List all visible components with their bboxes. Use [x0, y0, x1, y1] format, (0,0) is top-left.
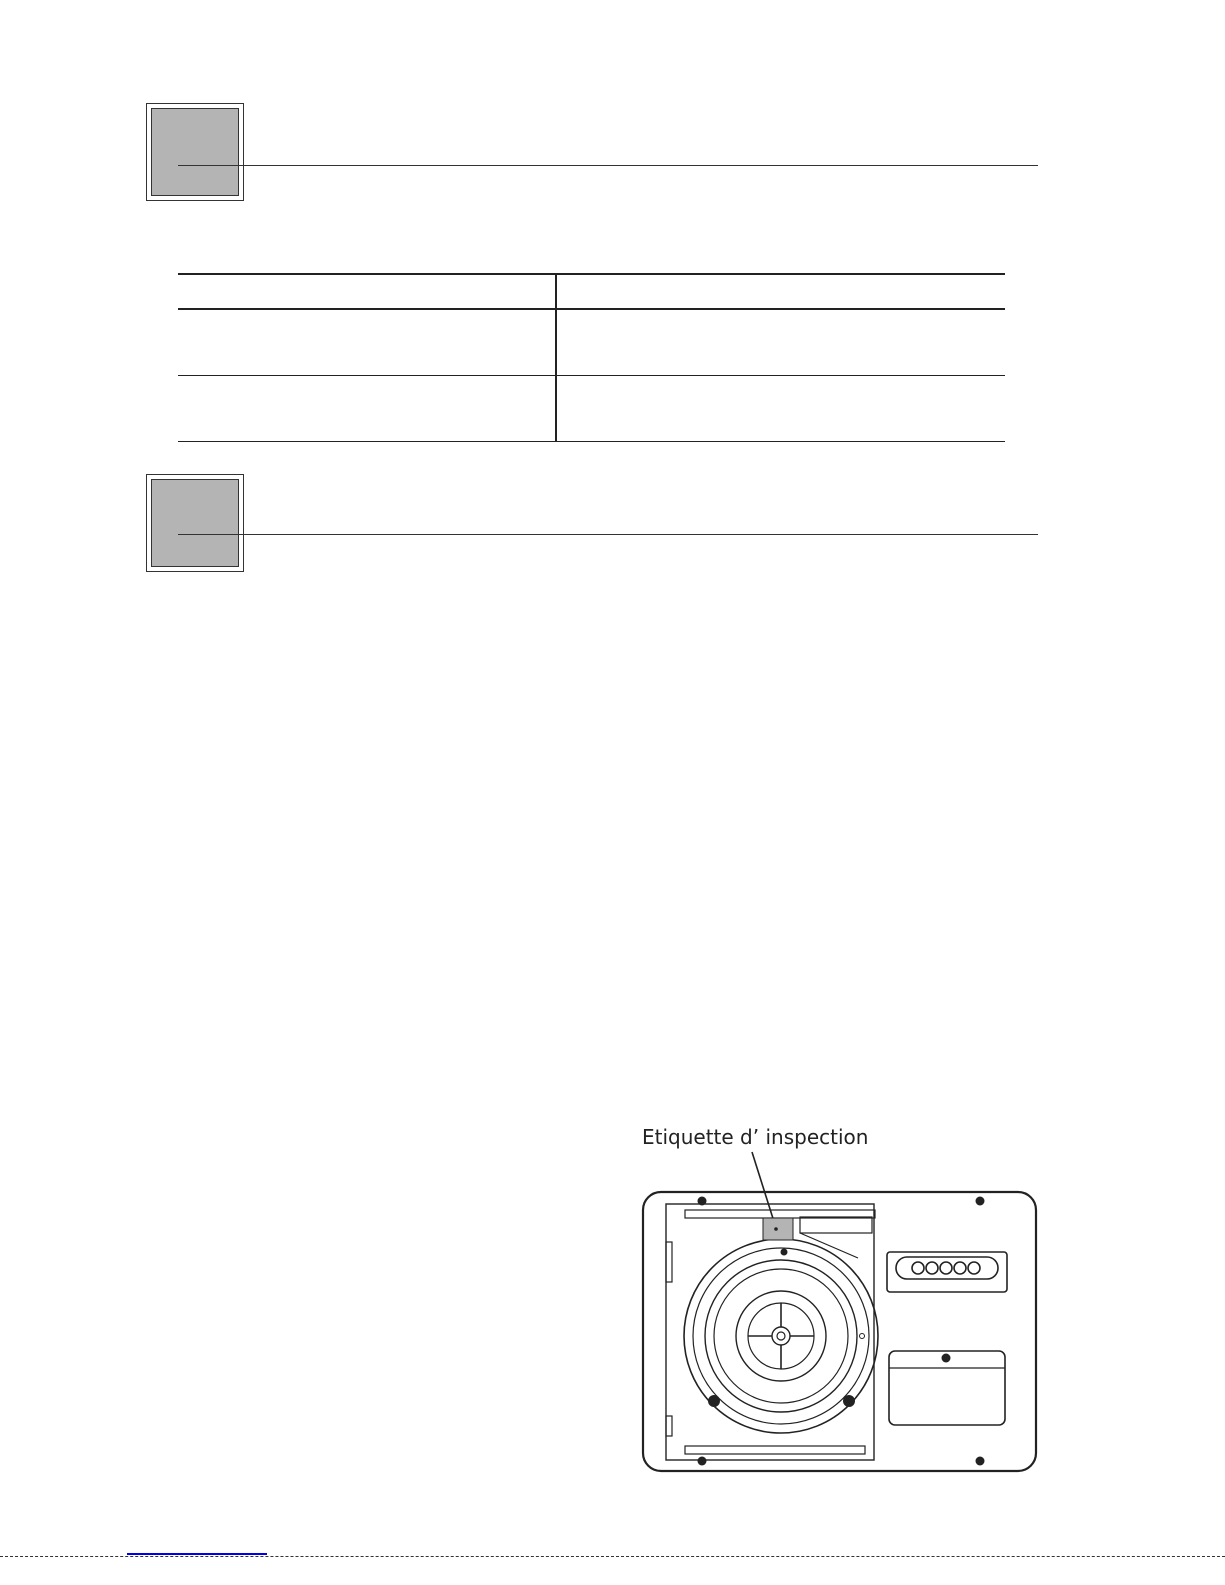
turntable-clip	[708, 1395, 720, 1407]
inspection-label-caption: Etiquette d’ inspection	[642, 1125, 869, 1149]
table-cell	[556, 309, 1005, 376]
table-header-cell	[178, 274, 556, 309]
section-marker-1	[146, 103, 244, 201]
table-row	[178, 309, 1005, 376]
table-cell	[556, 376, 1005, 442]
table-header-cell	[556, 274, 1005, 309]
turntable-compartment	[666, 1204, 874, 1460]
spec-table	[178, 273, 1005, 442]
footer-link-underline[interactable]	[127, 1553, 267, 1555]
table-cell	[178, 376, 556, 442]
table-header-row	[178, 274, 1005, 309]
section-marker-fill	[151, 479, 239, 567]
housing-outline	[643, 1192, 1036, 1471]
section-marker-2	[146, 474, 244, 572]
footer-rule	[0, 1556, 1225, 1557]
turntable-clip	[843, 1395, 855, 1407]
connector-icon	[887, 1252, 1007, 1292]
section-marker-fill	[151, 108, 239, 196]
section-heading-rule-2	[178, 534, 1038, 535]
section-heading-rule-1	[178, 165, 1038, 166]
appliance-underside-drawing	[600, 1118, 1050, 1478]
callout-leader-line	[752, 1152, 776, 1228]
inspection-label-figure	[600, 1118, 1050, 1478]
table-cell	[178, 309, 556, 376]
inspection-label-icon	[763, 1218, 793, 1240]
table-row	[178, 376, 1005, 442]
